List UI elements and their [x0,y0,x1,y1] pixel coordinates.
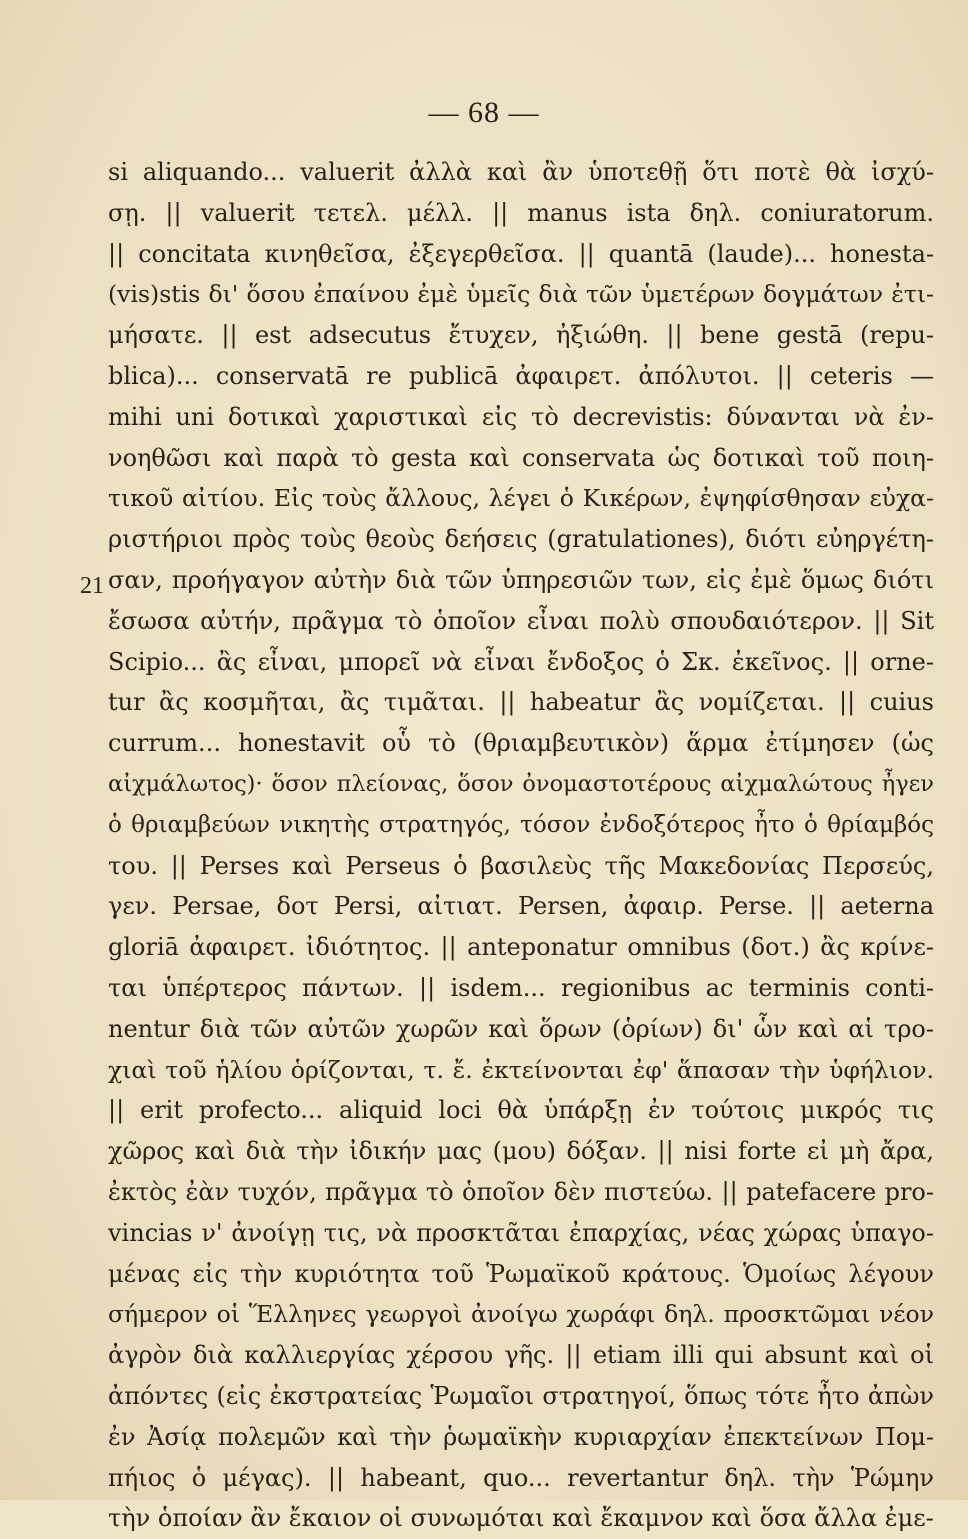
text-line: blica)... conservatā re publicā ἀφαιρετ. ἀπόλυτοι. || ceteris — [108,361,934,390]
text-line: νοηθῶσι καὶ παρὰ τὸ gesta καὶ conservata ὡς δοτικαὶ τοῦ ποιη- [108,443,934,472]
text-line: nentur διὰ τῶν αὐτῶν χωρῶν καὶ ὅρων (ὁρίων) δι' ὧν καὶ αἱ τρο- [108,1014,934,1043]
text-line: (vis)stis δι' ὅσου ἐπαίνου ἐμὲ ὑμεῖς διὰ τῶν ὑμετέρων δογμάτων ἐτι- [108,280,934,309]
text-line: σῃ. || valuerit τετελ. μέλλ. || manus ista δηλ. coniuratorum. [108,198,934,227]
text-line: σαν, προήγαγον αὐτὴν διὰ τῶν ὑπηρεσιῶν των, εἰς ἐμὲ ὅμως διότι [108,565,934,594]
text-line: πήιος ὁ μέγας). || habeant, quo... revertantur δηλ. τὴν Ῥώμην [108,1463,934,1492]
margin-line-number: 21 [80,573,104,599]
text-line: μήσατε. || est adsecutus ἔτυχεν, ἠξιώθη. || bene gestā (repu- [108,321,934,350]
page-number: — 68 — [428,96,540,129]
text-line: του. || Perses καὶ Perseus ὁ βασιλεὺς τῆς Μακεδονίας Περσεύς, [108,851,934,880]
text-line: τὴν ὁποίαν ἂν ἔκαιον οἱ συνωμόται καὶ ἔκαμνον καὶ ὅσα ἄλλα ἐμε- [108,1504,934,1533]
text-line: ριστήριοι πρὸς τοὺς θεοὺς δεήσεις (gratulationes), διότι εὐηργέτη- [108,525,934,554]
text-line: γεν. Persae, δοτ Persi, αἰτιατ. Persen, ἀφαιρ. Perse. || aeterna [108,892,934,921]
text-line: ἀπόντες (εἰς ἐκστρατείας Ῥωμαῖοι στρατηγοί, ὅπως τότε ἦτο ἀπὼν [108,1381,934,1410]
text-line: ἐκτὸς ἐὰν τυχόν, πρᾶγμα τὸ ὁποῖον δὲν πιστεύω. || patefacere pro- [108,1177,934,1206]
text-line: σήμερον οἱ Ἕλληνες γεωργοὶ ἀνοίγω χωράφι δηλ. προσκτῶμαι νέον [108,1300,934,1329]
text-line: || concitata κινηθεῖσα, ἐξεγερθεῖσα. || quantā (laude)... honesta- [108,239,934,268]
body-text [108,152,934,1539]
text-line: gloriā ἀφαιρετ. ἰδιότητος. || anteponatur omnibus (δοτ.) ἂς κρίνε- [108,933,934,962]
text-line: ἀγρὸν διὰ καλλιεργίας χέρσου γῆς. || etiam illi qui absunt καὶ οἱ [108,1341,934,1370]
text-line: currum... honestavit οὗ τὸ (θριαμβευτικὸν) ἅρμα ἐτίμησεν (ὡς [108,729,934,758]
text-line: mihi uni δοτικαὶ χαριστικαὶ εἰς τὸ decrevistis: δύνανται νὰ ἐν- [108,402,934,431]
text-line: ἔσωσα αὐτήν, πρᾶγμα τὸ ὁποῖον εἶναι πολὺ σπουδαιότερον. || Sit [108,606,934,635]
text-line: τικοῦ αἰτίου. Εἰς τοὺς ἄλλους, λέγει ὁ Κικέρων, ἐψηφίσθησαν εὐχα- [108,484,934,513]
text-line: ται ὑπέρτερος πάντων. || isdem... regionibus ac terminis conti- [108,973,934,1002]
text-line: si aliquando... valuerit ἀλλὰ καὶ ἂν ὑποτεθῇ ὅτι ποτὲ θὰ ἰσχύ- [108,158,934,186]
text-line: || erit profecto... aliquid loci θὰ ὑπάρξῃ ἐν τούτοις μικρός τις [108,1096,934,1125]
text-line: ὁ θριαμβεύων νικητὴς στρατηγός, τόσον ἐνδοξότερος ἦτο ὁ θρίαμβός [108,811,934,838]
text-line: ἐν Ἀσίᾳ πολεμῶν καὶ τὴν ῥωμαϊκὴν κυριαρχίαν ἐπεκτείνων Πομ- [108,1422,934,1451]
text-line: αἰχμάλωτος)· ὅσον πλείονας, ὅσον ὀνομαστοτέρους αἰχμαλώτους ἦγεν [108,770,934,797]
text-line: χιαὶ τοῦ ἡλίου ὁρίζονται, τ. ἔ. ἐκτείνονται ἐφ' ἅπασαν τὴν ὑφήλιον. [108,1055,934,1084]
text-line: Scipio... ἂς εἶναι, μπορεῖ νὰ εἶναι ἔνδοξος ὁ Σκ. ἐκεῖνος. || orne- [108,647,934,676]
text-line: vincias ν' ἀνοίγῃ τις, νὰ προσκτᾶται ἐπαρχίας, νέας χώρας ὑπαγο- [108,1218,934,1247]
text-line: μένας εἰς τὴν κυριότητα τοῦ Ῥωμαϊκοῦ κράτους. Ὁμοίως λέγουν [108,1259,934,1288]
text-line: χῶρος καὶ διὰ τὴν ἰδικήν μας (μου) δόξαν. || nisi forte εἰ μὴ ἄρα, [108,1137,934,1166]
text-line: tur ἂς κοσμῆται, ἂς τιμᾶται. || habeatur ἂς νομίζεται. || cuius [108,688,934,717]
